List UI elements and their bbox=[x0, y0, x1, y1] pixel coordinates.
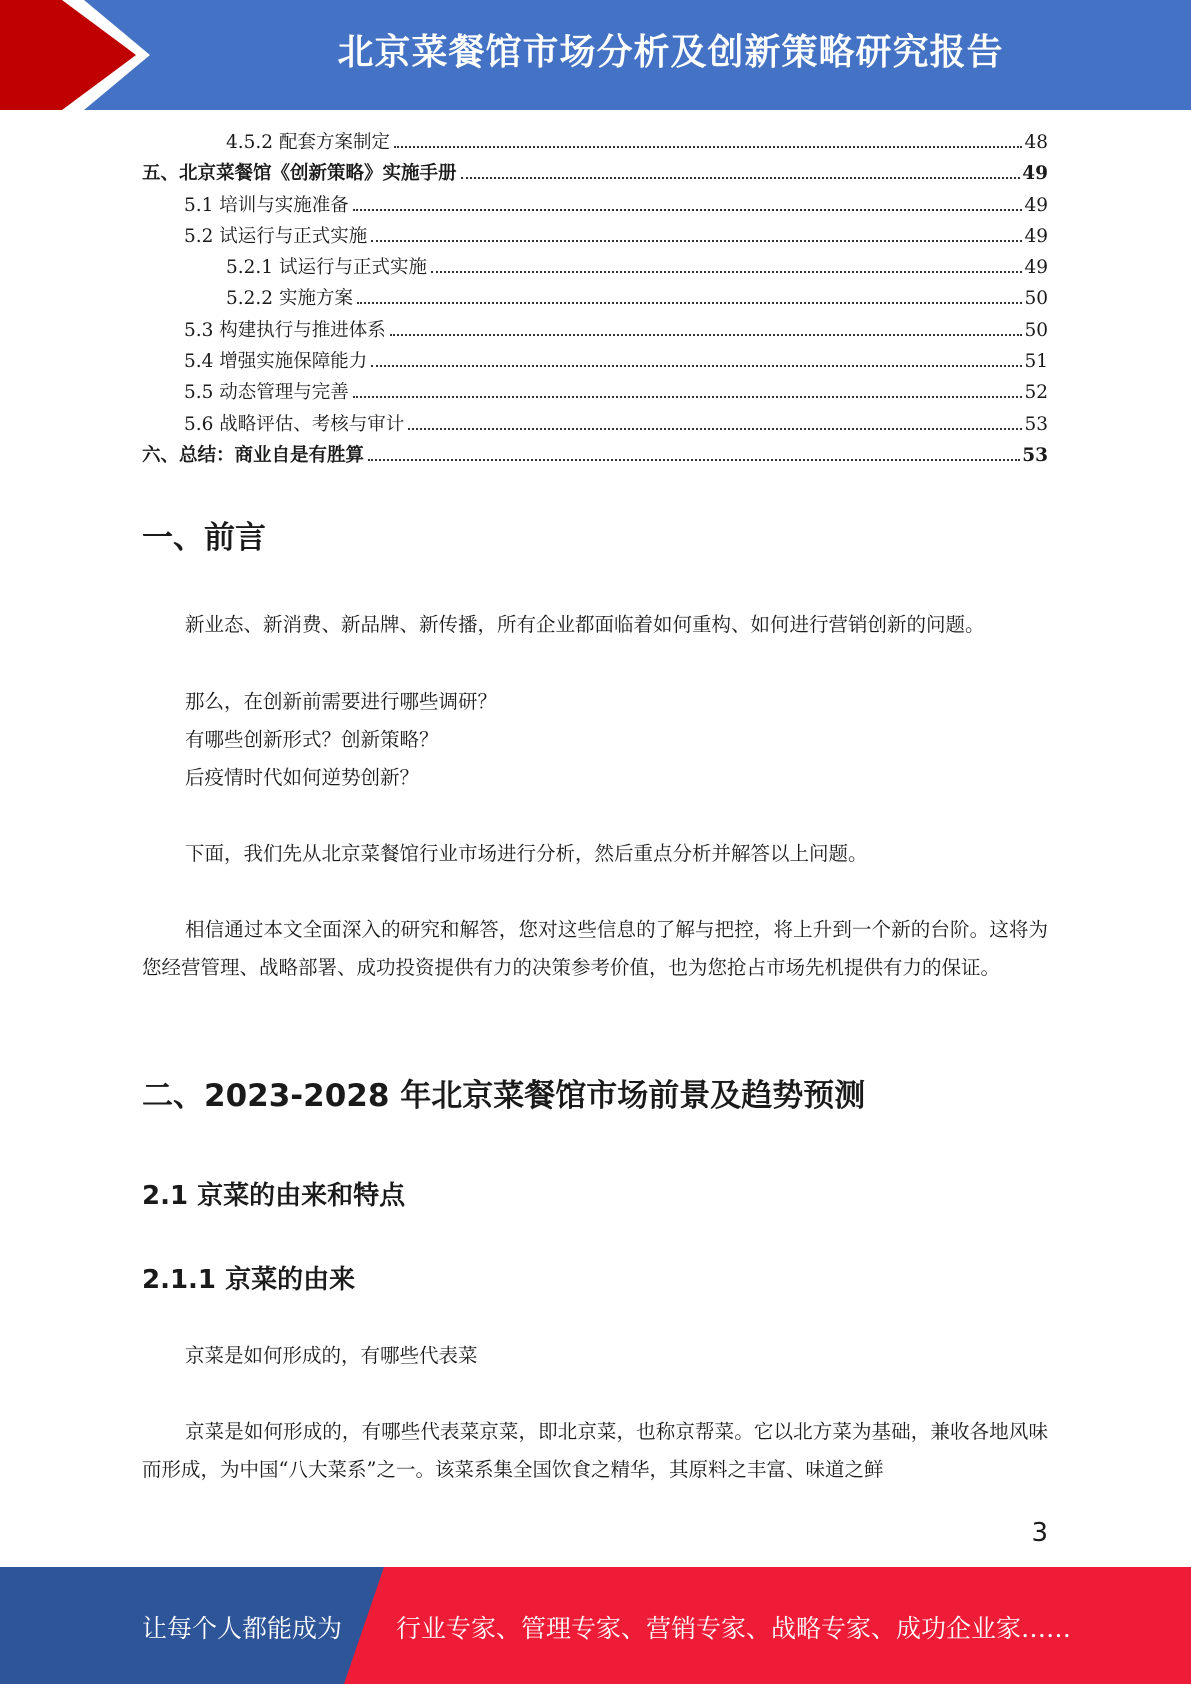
toc-entry-page: 49 bbox=[1024, 194, 1048, 216]
table-of-contents bbox=[142, 128, 1048, 472]
paragraph: 有哪些创新形式？创新策略？ bbox=[185, 728, 439, 751]
section-heading-forecast: 二、2023-2028 年北京菜餐馆市场前景及趋势预测 bbox=[142, 1078, 866, 1114]
header-banner bbox=[0, 0, 1191, 110]
toc-dot-leader bbox=[390, 334, 1023, 336]
toc-entry-label: 5.3 构建执行与推进体系 bbox=[184, 319, 386, 341]
toc-entry[interactable] bbox=[142, 378, 1048, 409]
toc-entry-label: 4.5.2 配套方案制定 bbox=[226, 132, 390, 153]
toc-entry-page: 52 bbox=[1024, 382, 1048, 404]
toc-entry-page: 50 bbox=[1024, 288, 1048, 310]
subsection-heading: 2.1.1 京菜的由来 bbox=[142, 1265, 356, 1295]
toc-entry-page: 53 bbox=[1024, 413, 1048, 435]
toc-entry-label: 5.6 战略评估、考核与审计 bbox=[184, 413, 405, 435]
toc-dot-leader bbox=[357, 302, 1023, 304]
toc-entry-page: 48 bbox=[1024, 132, 1048, 153]
toc-dot-leader bbox=[394, 146, 1022, 148]
toc-entry[interactable] bbox=[142, 410, 1048, 441]
toc-entry-page: 49 bbox=[1022, 163, 1048, 185]
toc-entry-label: 5.2 试运行与正式实施 bbox=[184, 225, 368, 247]
report-title: 北京菜餐馆市场分析及创新策略研究报告 bbox=[337, 32, 1004, 73]
footer-banner bbox=[0, 1567, 1191, 1684]
toc-dot-leader bbox=[371, 365, 1022, 367]
footer-slogan-left: 让每个人都能成为 bbox=[142, 1614, 343, 1643]
section-heading-preface: 一、前言 bbox=[142, 520, 266, 556]
toc-entry[interactable] bbox=[142, 316, 1048, 347]
toc-entry[interactable] bbox=[142, 159, 1048, 190]
toc-dot-leader bbox=[368, 459, 1020, 461]
page-number: 3 bbox=[1031, 1518, 1048, 1548]
subsection-heading: 2.1 京菜的由来和特点 bbox=[142, 1181, 406, 1211]
toc-dot-leader bbox=[353, 209, 1023, 211]
toc-entry[interactable] bbox=[142, 347, 1048, 378]
toc-entry-page: 50 bbox=[1024, 319, 1048, 341]
toc-entry[interactable] bbox=[142, 222, 1048, 253]
toc-entry[interactable] bbox=[142, 441, 1048, 472]
toc-dot-leader bbox=[431, 271, 1022, 273]
toc-entry-label: 五、北京菜餐馆《创新策略》实施手册 bbox=[142, 163, 457, 185]
toc-entry-page: 49 bbox=[1024, 225, 1048, 247]
paragraph: 新业态、新消费、新品牌、新传播，所有企业都面临着如何重构、如何进行营销创新的问题。 bbox=[185, 613, 985, 636]
toc-entry[interactable] bbox=[142, 284, 1048, 315]
paragraph: 相信通过本文全面深入的研究和解答，您对这些信息的了解与把控，将上升到一个新的台阶。这将为您经营管理、战略部署、成功投资提供有力的决策参考价值，也为您抢占市场先机提供有力的保证。 bbox=[142, 918, 1048, 979]
toc-dot-leader bbox=[353, 396, 1023, 398]
paragraph: 那么，在创新前需要进行哪些调研？ bbox=[185, 690, 498, 713]
toc-dot-leader bbox=[461, 177, 1021, 179]
toc-entry-label: 5.2.1 试运行与正式实施 bbox=[226, 257, 427, 279]
paragraph: 京菜是如何形成的，有哪些代表菜京菜，即北京菜，也称京帮菜。它以北方菜为基础，兼收各地风味而形成，为中国“八大菜系”之一。该菜系集全国饮食之精华，其原料之丰富、味道之鲜 bbox=[142, 1420, 1048, 1481]
paragraph: 后疫情时代如何逆势创新？ bbox=[185, 766, 420, 789]
toc-dot-leader bbox=[408, 428, 1022, 430]
toc-entry-label: 5.1 培训与实施准备 bbox=[184, 194, 349, 216]
paragraph: 下面，我们先从北京菜餐馆行业市场进行分析，然后重点分析并解答以上问题。 bbox=[185, 842, 868, 865]
header-arrow-decoration bbox=[0, 0, 160, 110]
toc-entry-page: 51 bbox=[1024, 351, 1048, 373]
paragraph: 京菜是如何形成的，有哪些代表菜 bbox=[185, 1344, 478, 1367]
footer-slogan-right: 行业专家、管理专家、营销专家、战略专家、成功企业家…… bbox=[396, 1614, 1072, 1643]
toc-entry[interactable] bbox=[142, 128, 1048, 159]
toc-entry-label: 5.5 动态管理与完善 bbox=[184, 382, 349, 404]
toc-entry[interactable] bbox=[142, 191, 1048, 222]
toc-entry[interactable] bbox=[142, 253, 1048, 284]
toc-entry-label: 六、总结：商业自是有胜算 bbox=[142, 444, 365, 466]
toc-entry-page: 49 bbox=[1024, 257, 1048, 279]
toc-entry-label: 5.2.2 实施方案 bbox=[226, 288, 353, 310]
toc-dot-leader bbox=[371, 240, 1022, 242]
toc-entry-label: 5.4 增强实施保障能力 bbox=[184, 351, 368, 373]
toc-entry-page: 53 bbox=[1022, 444, 1048, 466]
